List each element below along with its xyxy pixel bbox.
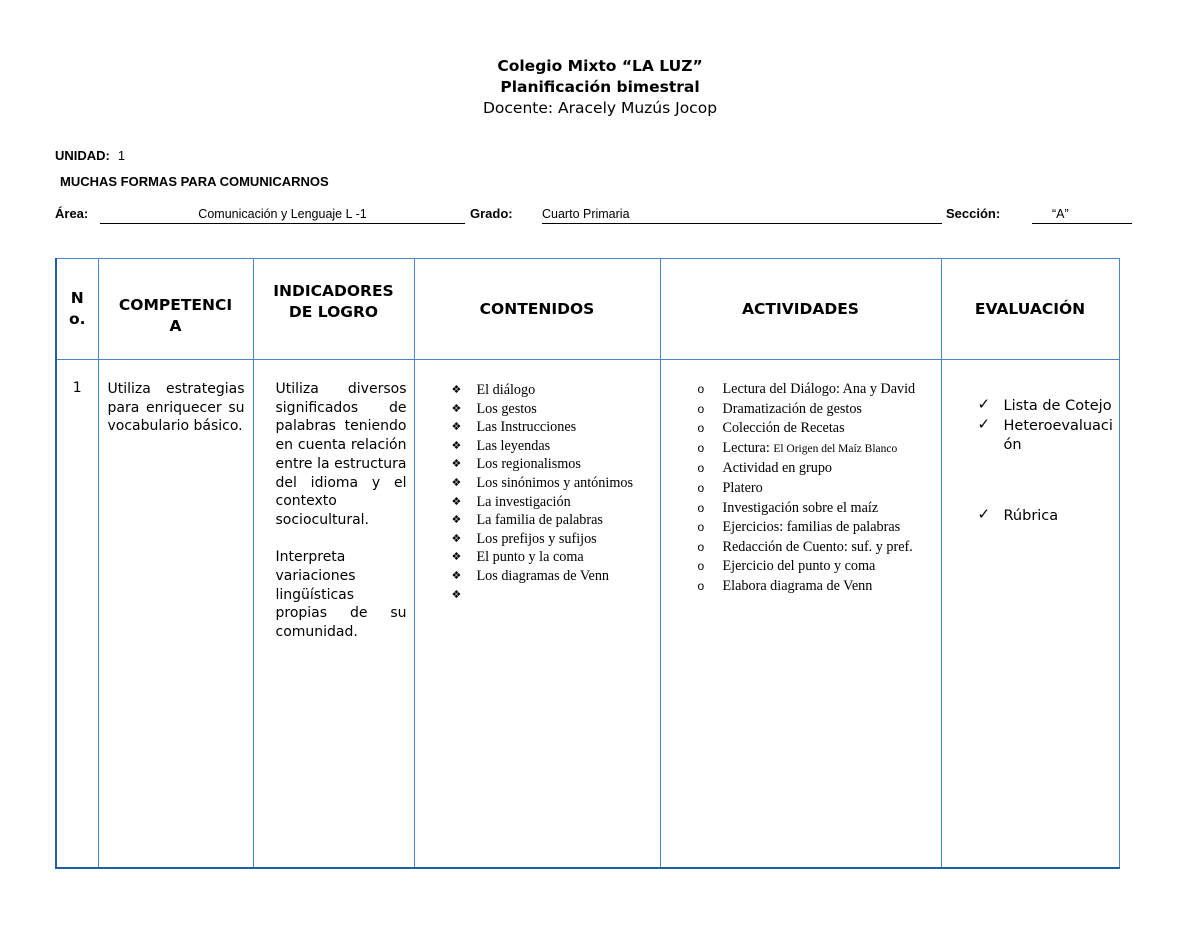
list-item: o Lectura: El Origen del Maíz Blanco xyxy=(698,439,941,460)
list-item: o Actividad en grupo xyxy=(698,459,941,479)
list-item: o Redacción de Cuento: suf. y pref. xyxy=(698,538,941,558)
grade-value: Cuarto Primaria xyxy=(542,207,630,221)
planning-table xyxy=(55,258,1120,869)
circle-o-bullet-icon: o xyxy=(697,461,705,476)
list-item: ✓ Heteroevaluación xyxy=(977,414,1113,453)
checkmark-icon: ✓ xyxy=(977,414,991,433)
school-name: Colegio Mixto “LA LUZ” xyxy=(497,57,703,75)
indicators-cell xyxy=(253,360,414,869)
table-row xyxy=(56,360,1119,869)
diamond-bullet-icon: ❖ xyxy=(451,568,462,582)
area-label: Área: xyxy=(55,206,89,221)
header-activities: ACTIVIDADES xyxy=(660,259,941,360)
list-item: o Investigación sobre el maíz xyxy=(698,499,941,519)
teacher-name: Docente: Aracely Muzús Jocop xyxy=(482,99,718,117)
list-item: ✓ Rúbrica xyxy=(977,504,1059,524)
meta-line xyxy=(55,206,1135,226)
diamond-bullet-icon: ❖ xyxy=(451,420,462,434)
list-item: ✓ Lista de Cotejo xyxy=(977,395,1112,414)
checkmark-icon: ✓ xyxy=(977,504,991,523)
circle-o-bullet-icon: o xyxy=(697,520,705,535)
activities-list xyxy=(698,380,941,597)
unit-block xyxy=(55,146,329,191)
list-item: ❖ Las Instrucciones xyxy=(451,419,577,436)
activities-cell xyxy=(660,360,941,869)
list-item: o Ejercicios: familias de palabras xyxy=(698,518,941,538)
section-value: “A” xyxy=(1032,207,1132,224)
circle-o-bullet-icon: o xyxy=(697,480,705,495)
table-header-row xyxy=(56,259,1119,360)
row-number: 1 xyxy=(56,360,98,869)
list-item: ❖ La investigación xyxy=(451,493,571,510)
document-header xyxy=(0,56,1200,119)
list-item: ❖ Las leyendas xyxy=(451,437,551,454)
list-item: ❖ La familia de palabras xyxy=(451,512,603,529)
diamond-bullet-icon: ❖ xyxy=(451,383,462,396)
contents-cell xyxy=(414,360,660,869)
section-label: Sección: xyxy=(946,206,1001,221)
list-item: ❖ Los diagramas de Venn xyxy=(451,567,610,584)
list-item: ❖ Los sinónimos y antónimos xyxy=(451,474,633,491)
unit-label: UNIDAD: xyxy=(55,148,110,163)
list-item: ❖ El diálogo xyxy=(451,382,536,398)
unit-number: 1 xyxy=(117,148,126,163)
evaluation-list xyxy=(978,397,1119,526)
diamond-bullet-icon: ❖ xyxy=(451,457,462,471)
area-value: Comunicación y Lenguaje L -1 xyxy=(100,207,465,224)
list-item: o Colección de Recetas xyxy=(698,419,941,439)
plan-title: Planificación bimestral xyxy=(500,78,700,96)
diamond-bullet-icon: ❖ xyxy=(451,475,462,489)
diamond-bullet-icon: ❖ xyxy=(451,531,462,545)
diamond-bullet-icon: ❖ xyxy=(451,550,462,564)
list-item: o Ejercicio del punto y coma xyxy=(698,557,941,577)
header-contents: CONTENIDOS xyxy=(414,259,660,360)
evaluation-cell xyxy=(941,360,1119,869)
circle-o-bullet-icon: o xyxy=(697,421,705,436)
list-item: ❖ Los gestos xyxy=(451,400,537,417)
circle-o-bullet-icon: o xyxy=(697,401,705,416)
list-item: ❖ Los prefijos y sufijos xyxy=(451,530,597,547)
competency-cell: Utiliza estrategias para enriquecer su vocabulario básico. xyxy=(98,360,253,869)
diamond-bullet-icon: ❖ xyxy=(451,494,462,508)
diamond-bullet-icon: ❖ xyxy=(451,401,462,415)
header-no: N o. xyxy=(56,259,98,360)
circle-o-bullet-icon: o xyxy=(697,539,705,554)
grade-label: Grado: xyxy=(470,206,513,221)
list-item: ❖ Los regionalismos xyxy=(451,456,581,473)
circle-o-bullet-icon: o xyxy=(697,578,705,593)
unit-title: MUCHAS FORMAS PARA COMUNICARNOS xyxy=(60,174,329,189)
header-indicators: INDICADORES DE LOGRO xyxy=(253,259,414,360)
circle-o-bullet-icon: o xyxy=(697,382,705,396)
diamond-bullet-icon: ❖ xyxy=(451,587,462,601)
list-item: o Lectura del Diálogo: Ana y David xyxy=(698,380,941,400)
circle-o-bullet-icon: o xyxy=(697,500,705,515)
diamond-bullet-icon: ❖ xyxy=(451,438,462,452)
activity-reading-title: El Origen del Maíz Blanco xyxy=(773,442,898,455)
circle-o-bullet-icon: o xyxy=(697,440,705,455)
list-item: o Dramatización de gestos xyxy=(698,400,941,420)
list-item: o Platero xyxy=(698,479,941,499)
checkmark-icon: ✓ xyxy=(977,395,991,413)
diamond-bullet-icon: ❖ xyxy=(451,513,462,527)
header-competency: COMPETENCI A xyxy=(98,259,253,360)
indicator-1: Utiliza diversos significados de palabras teniendo en cuenta relación entre la estructura del idioma y el contexto sociocultural. xyxy=(275,381,407,528)
indicator-2: Interpreta variaciones lingüísticas propias de su comunidad. xyxy=(275,549,407,641)
list-item: o Elabora diagrama de Venn xyxy=(698,577,941,597)
grade-value-wrap xyxy=(542,207,942,224)
contents-list xyxy=(451,381,660,601)
circle-o-bullet-icon: o xyxy=(697,559,705,574)
list-item: ❖ El punto y la coma xyxy=(451,549,584,566)
header-evaluation: EVALUACIÓN xyxy=(941,259,1119,360)
